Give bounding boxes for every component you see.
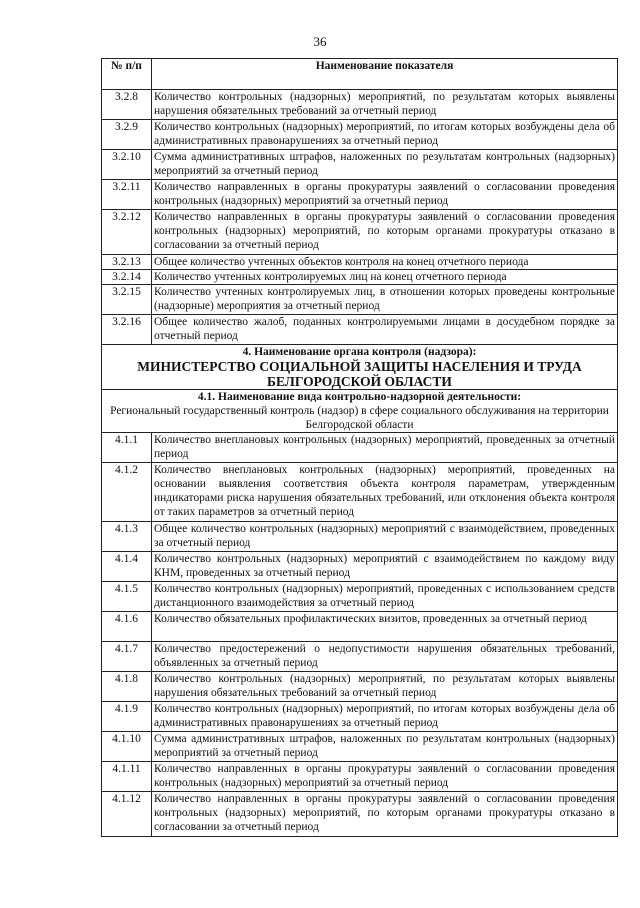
table-header-row	[102, 59, 618, 90]
section-4-1-description: Региональный государственный контроль (надзор) в сфере социального обслуживания на территории Белгородской области	[110, 405, 609, 431]
row-number: 4.1.7	[102, 642, 152, 672]
table-row	[102, 612, 618, 642]
table-row	[102, 285, 618, 315]
table-row	[102, 732, 618, 762]
table-row	[102, 210, 618, 255]
table-row	[102, 150, 618, 180]
table-row	[102, 180, 618, 210]
page-number: 36	[313, 34, 327, 49]
table-row	[102, 255, 618, 270]
row-number: 4.1.6	[102, 612, 152, 642]
section-4-heading	[102, 345, 618, 390]
row-number: 3.2.11	[102, 180, 152, 210]
row-text: Общее количество жалоб, поданных контролируемыми лицами в досудебном порядке за отчетный период	[152, 315, 618, 345]
row-number: 4.1.3	[102, 522, 152, 552]
table-row	[102, 792, 618, 837]
section-4-organization: МИНИСТЕРСТВО СОЦИАЛЬНОЙ ЗАЩИТЫ НАСЕЛЕНИЯ И ТРУДА БЕЛГОРОДСКОЙ ОБЛАСТИ	[137, 359, 582, 389]
row-text: Количество контрольных (надзорных) мероприятий, по итогам которых возбуждены дела об административных правонарушениях за отчетный период	[152, 702, 618, 732]
row-number: 3.2.16	[102, 315, 152, 345]
table-row	[102, 120, 618, 150]
table-row	[102, 270, 618, 285]
row-text: Сумма административных штрафов, наложенных по результатам контрольных (надзорных) мероприятий за отчетный период	[152, 732, 618, 762]
row-text: Количество направленных в органы прокуратуры заявлений о согласовании проведения контрольных (надзорных) мероприятий, по которым органами прокуратуры отказано в согласовании за отчетный период	[152, 792, 618, 837]
row-number: 4.1.5	[102, 582, 152, 612]
table-row	[102, 642, 618, 672]
row-text: Количество внеплановых контрольных (надзорных) мероприятий, проведенных за отчетный период	[152, 433, 618, 463]
row-text: Количество направленных в органы прокуратуры заявлений о согласовании проведения контрольных (надзорных) мероприятий за отчетный период	[152, 180, 618, 210]
row-text: Количество учтенных контролируемых лиц, в отношении которых проведены контрольные (надзорные) мероприятия за отчетный период	[152, 285, 618, 315]
section-4-1-row	[102, 390, 618, 433]
row-text: Количество направленных в органы прокуратуры заявлений о согласовании проведения контрольных (надзорных) мероприятий, по которым органами прокуратуры отказано в согласовании за отчетный период	[152, 210, 618, 255]
row-number: 4.1.2	[102, 463, 152, 522]
row-text: Количество контрольных (надзорных) мероприятий, по итогам которых возбуждены дела об административных правонарушениях за отчетный период	[152, 120, 618, 150]
row-number: 4.1.10	[102, 732, 152, 762]
row-number: 4.1.8	[102, 672, 152, 702]
row-text: Количество внеплановых контрольных (надзорных) мероприятий, проведенных на основании выявления соответствия объекта контроля параметрам, утвержденным индикаторами риска нарушения обязательных требований, или отклонения объекта контроля от таких параметров за отчетный период	[152, 463, 618, 522]
table-row	[102, 433, 618, 463]
table-row	[102, 702, 618, 732]
row-number: 4.1.12	[102, 792, 152, 837]
row-text: Количество направленных в органы прокуратуры заявлений о согласовании проведения контрольных (надзорных) мероприятий за отчетный период	[152, 762, 618, 792]
row-number: 3.2.12	[102, 210, 152, 255]
table-row	[102, 672, 618, 702]
row-text: Количество контрольных (надзорных) мероприятий, проведенных с использованием средств дистанционного взаимодействия за отчетный период	[152, 582, 618, 612]
row-text: Количество обязательных профилактических визитов, проведенных за отчетный период	[152, 612, 618, 642]
row-number: 3.2.8	[102, 90, 152, 120]
table-row	[102, 463, 618, 522]
table-row	[102, 315, 618, 345]
row-text: Количество учтенных контролируемых лиц на конец отчетного периода	[152, 270, 618, 285]
row-text: Количество предостережений о недопустимости нарушения обязательных требований, объявленных за отчетный период	[152, 642, 618, 672]
row-number: 3.2.13	[102, 255, 152, 270]
row-text: Общее количество контрольных (надзорных) мероприятий с взаимодействием, проведенных за отчетный период	[152, 522, 618, 552]
row-number: 3.2.14	[102, 270, 152, 285]
row-text: Количество контрольных (надзорных) мероприятий, по результатам которых выявлены нарушения обязательных требований за отчетный период	[152, 672, 618, 702]
table-row	[102, 552, 618, 582]
indicators-table	[101, 58, 618, 837]
table-row	[102, 90, 618, 120]
table-row	[102, 582, 618, 612]
section-4-1-title: 4.1. Наименование вида контрольно-надзорной деятельности:	[197, 391, 522, 403]
table-row	[102, 762, 618, 792]
section-4-row	[102, 345, 618, 390]
row-text: Количество контрольных (надзорных) мероприятий, по результатам которых выявлены нарушения обязательных требований за отчетный период	[152, 90, 618, 120]
row-text: Сумма административных штрафов, наложенных по результатам контрольных (надзорных) мероприятий за отчетный период	[152, 150, 618, 180]
row-text: Количество контрольных (надзорных) мероприятий с взаимодействием по каждому виду КНМ, проведенных за отчетный период	[152, 552, 618, 582]
table-row	[102, 522, 618, 552]
section-4-title: 4. Наименование органа контроля (надзора):	[242, 346, 477, 358]
row-number: 4.1.4	[102, 552, 152, 582]
header-number: № п/п	[102, 59, 152, 90]
section-4-1-heading	[102, 390, 618, 433]
row-number: 4.1.1	[102, 433, 152, 463]
row-number: 4.1.9	[102, 702, 152, 732]
header-name: Наименование показателя	[152, 59, 618, 90]
row-number: 3.2.15	[102, 285, 152, 315]
row-number: 4.1.11	[102, 762, 152, 792]
row-number: 3.2.9	[102, 120, 152, 150]
row-text: Общее количество учтенных объектов контроля на конец отчетного периода	[152, 255, 618, 270]
row-number: 3.2.10	[102, 150, 152, 180]
